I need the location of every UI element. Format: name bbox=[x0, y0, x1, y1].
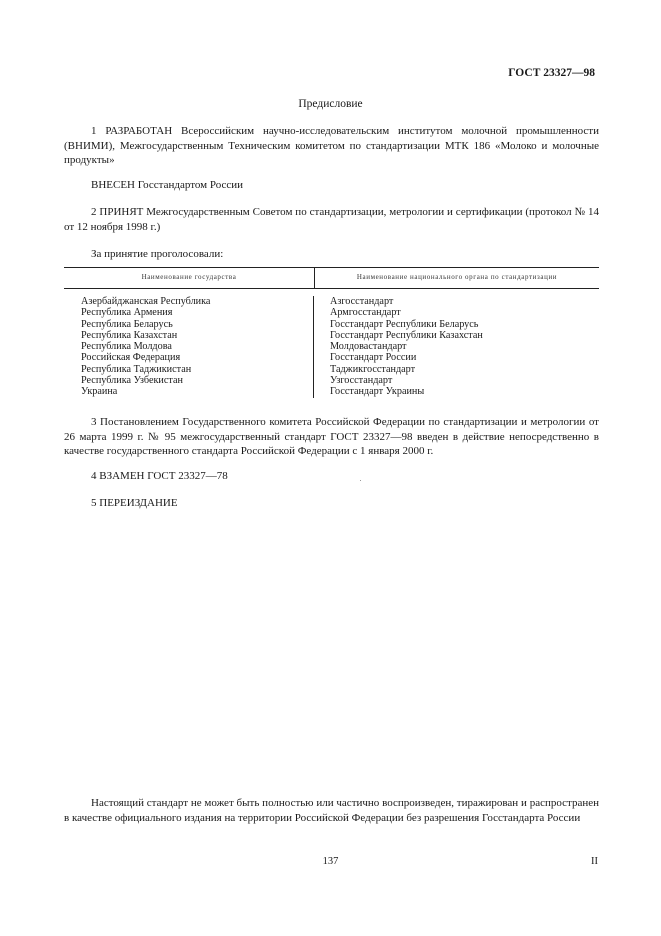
paragraph-voted: За принятие проголосовали: bbox=[91, 248, 224, 260]
table-body bbox=[64, 289, 599, 398]
table-cell-body: Таджикгосстандарт bbox=[330, 363, 416, 375]
paragraph-developed: 1 РАЗРАБОТАН Всероссийским научно-исследовательским институтом молочной промышленности (ВНИМИ), Межгосударственным Техническим комитетом по стандартизации МТК 186 «Молоко и молочные продукты» bbox=[64, 125, 599, 167]
table-header bbox=[64, 268, 599, 288]
scan-speck bbox=[360, 480, 361, 481]
table-cell-state: Российская Федерация bbox=[81, 352, 181, 364]
voting-table bbox=[64, 267, 599, 398]
table-cell-state: Азербайджанская Республика bbox=[81, 296, 211, 307]
header-national-body: Наименование национального органа по стандартизации bbox=[356, 273, 558, 282]
table-cell-body: Узгосстандарт bbox=[330, 375, 393, 387]
paragraph-reissue: 5 ПЕРЕИЗДАНИЕ bbox=[91, 497, 178, 509]
paragraph-adopted: 2 ПРИНЯТ Межгосударственным Советом по стандартизации, метрологии и сертификации (протокол № 14 от 12 ноября 1998 г.) bbox=[64, 206, 599, 233]
table-cell-body: Госстандарт Республики Казахстан bbox=[330, 329, 483, 341]
paragraph-replaces: 4 ВЗАМЕН ГОСТ 23327—78 bbox=[91, 470, 228, 482]
table-cell-state: Украина bbox=[81, 386, 118, 398]
table-cell-body: Госстандарт России bbox=[330, 352, 417, 364]
paragraph-introduced: ВНЕСЕН Госстандартом России bbox=[91, 179, 244, 191]
paragraph-resolution: 3 Постановлением Государственного комитета Российской Федерации по стандартизации и метрологии от 26 марта 1999 г. № 95 межгосударственный стандарт ГОСТ 23327—98 введен в действие непосредственно в качестве государственного стандарта Российской Федерации с 1 января 2000 г. bbox=[64, 416, 599, 458]
standard-code: ГОСТ 23327—98 bbox=[508, 67, 595, 79]
table-cell-state: Республика Узбекистан bbox=[81, 375, 183, 387]
page-number: 137 bbox=[322, 856, 339, 867]
table-cell-body: Армгосстандарт bbox=[330, 307, 401, 319]
table-cell-state: Республика Казахстан bbox=[81, 329, 178, 341]
page-title: Предисловие bbox=[298, 98, 363, 110]
table-cell-body: Госстандарт Республики Беларусь bbox=[330, 318, 479, 330]
table-cell-state: Республика Беларусь bbox=[81, 318, 173, 330]
table-cell-body: Азгосстандарт bbox=[330, 296, 394, 307]
table-cell-state: Республика Армения bbox=[81, 307, 173, 319]
table-cell-state: Республика Таджикистан bbox=[81, 363, 192, 375]
table-cell-state: Республика Молдова bbox=[81, 341, 172, 353]
table-cell-body: Госстандарт Украины bbox=[330, 386, 425, 398]
copyright-note: Настоящий стандарт не может быть полностью или частично воспроизведен, тиражирован и распространен в качестве официального издания на территории Российской Федерации без разрешения Госстандарта России bbox=[64, 797, 599, 825]
states-column bbox=[64, 296, 314, 398]
bodies-column bbox=[314, 296, 599, 398]
roman-page-number: II bbox=[591, 856, 598, 867]
table-cell-body: Молдовастандарт bbox=[330, 341, 407, 353]
header-state: Наименование государства bbox=[64, 268, 315, 288]
